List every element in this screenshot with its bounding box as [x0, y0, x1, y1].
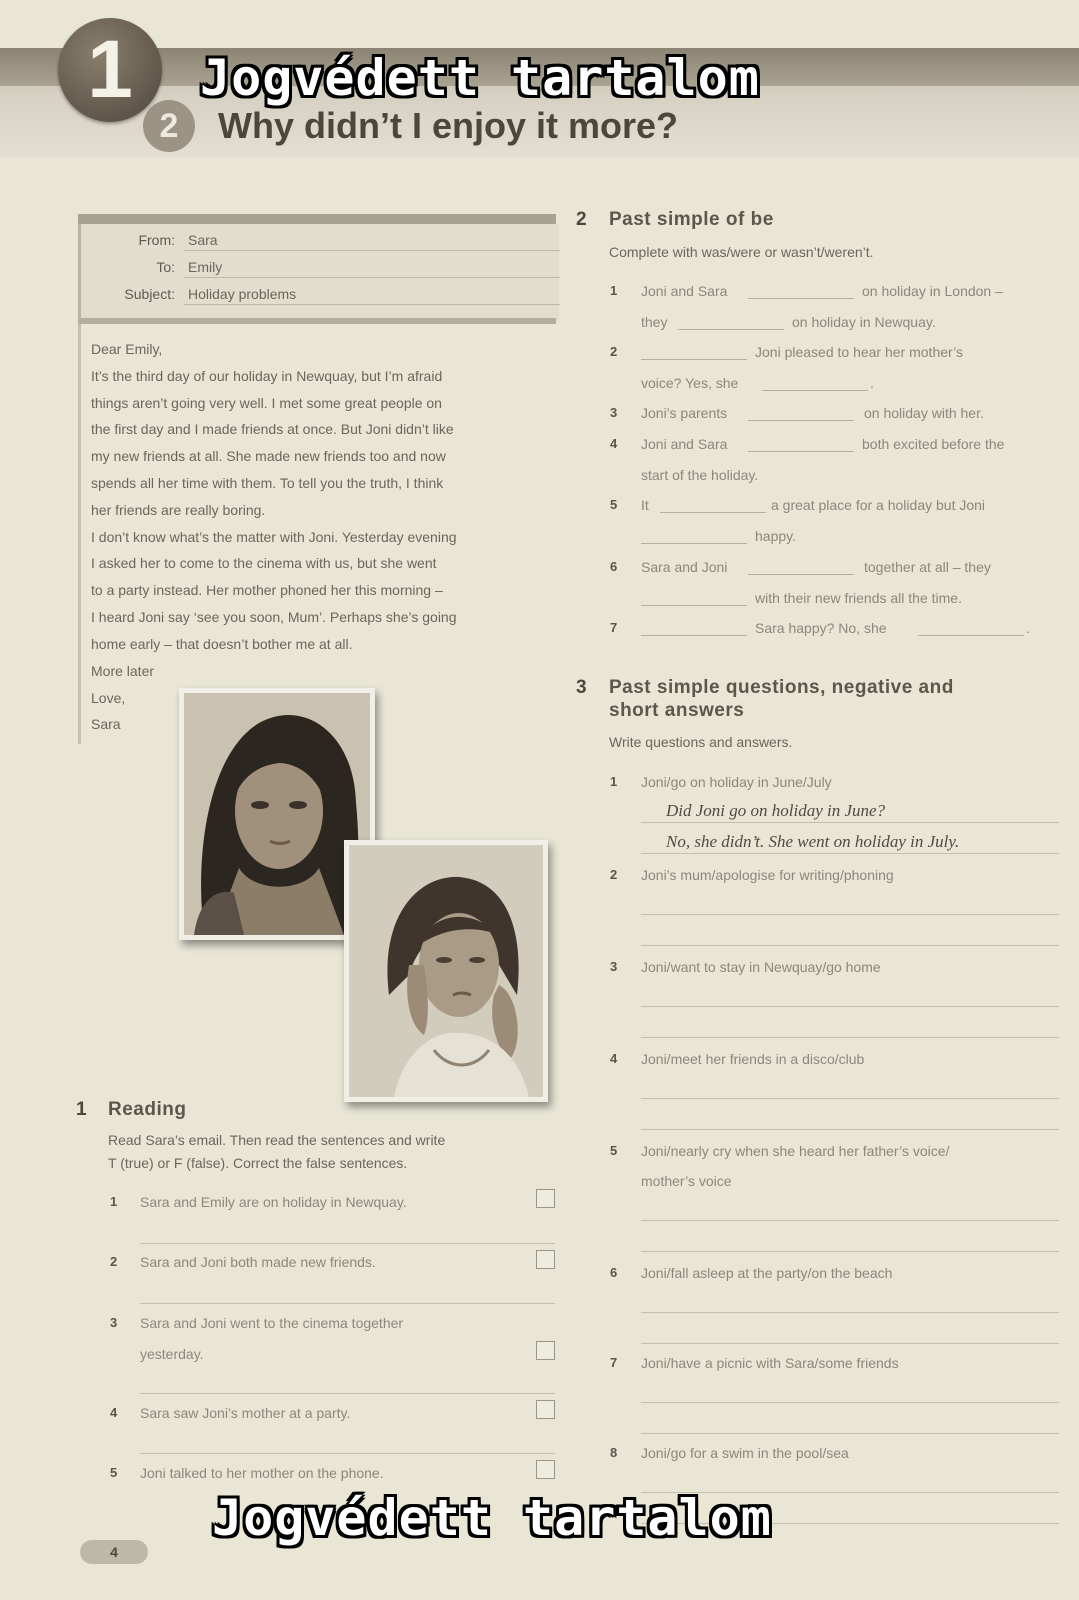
email-line: things aren’t going very well. I met some great people on [91, 395, 442, 411]
item-text: Joni and Sara [641, 283, 728, 299]
be-section-number: 2 [576, 209, 587, 230]
email-line: Love, [91, 690, 126, 706]
item-number: 2 [610, 344, 618, 359]
item-prompt: Joni/have a picnic with Sara/some friends [641, 1355, 899, 1371]
item-number: 4 [610, 436, 618, 451]
answer-line [641, 822, 1059, 823]
answer-line[interactable] [641, 945, 1059, 946]
answer-line[interactable] [641, 1220, 1059, 1221]
item-text: Sara saw Joni’s mother at a party. [140, 1405, 351, 1421]
email-line: home early – that doesn’t bother me at all. [91, 636, 353, 652]
item-text: they [641, 314, 668, 330]
item-text: Sara happy? No, she [755, 620, 887, 636]
answer-line[interactable] [641, 1037, 1059, 1038]
email-line: I heard Joni say ‘see you soon, Mum’. Perhaps she’s going [91, 609, 457, 625]
item-text: Sara and Joni went to the cinema together [140, 1315, 404, 1331]
item-text: on holiday in Newquay. [792, 314, 936, 330]
answer-line[interactable] [641, 1433, 1059, 1434]
questions-instruction: Write questions and answers. [609, 734, 793, 750]
reading-section-number: 1 [76, 1099, 87, 1120]
answer-gap[interactable] [748, 420, 854, 421]
answer-line[interactable] [140, 1243, 555, 1244]
questions-section-title: short answers [609, 700, 745, 721]
item-prompt: Joni/meet her friends in a disco/club [641, 1051, 865, 1067]
answer-gap[interactable] [748, 574, 854, 575]
email-line: the first day and I made friends at once. But Joni didn’t like [91, 421, 454, 437]
email-to-label: To: [156, 259, 175, 275]
item-text: on holiday in London – [862, 283, 1003, 299]
email-header [78, 224, 559, 322]
email-to-value: Emily [184, 259, 560, 278]
email-line: More later [91, 663, 155, 679]
item-number: 4 [610, 1051, 618, 1066]
email-line: I don’t know what’s the matter with Joni. Yesterday evening [91, 529, 457, 545]
item-number: 3 [610, 959, 618, 974]
answer-line[interactable] [641, 1098, 1059, 1099]
answer-line[interactable] [140, 1303, 555, 1304]
item-number: 4 [110, 1405, 118, 1420]
reading-instruction: Read Sara’s email. Then read the sentences and write [108, 1132, 446, 1148]
answer-gap[interactable] [762, 390, 868, 391]
item-number: 5 [610, 497, 618, 512]
item-text: Sara and Joni both made new friends. [140, 1254, 376, 1270]
unit-number: 1 [87, 24, 133, 115]
item-text: on holiday with her. [864, 405, 984, 421]
answer-gap[interactable] [641, 635, 747, 636]
item-text: voice? Yes, she [641, 375, 739, 391]
email-line: Sara [91, 716, 121, 732]
item-number: 7 [610, 1355, 618, 1370]
email-from-value: Sara [184, 232, 560, 251]
item-number: 7 [610, 620, 618, 635]
example-answer: No, she didn’t. She went on holiday in July. [666, 832, 960, 851]
answer-gap[interactable] [641, 359, 747, 360]
answer-line[interactable] [641, 1402, 1059, 1403]
item-number: 6 [610, 559, 618, 574]
answer-gap[interactable] [918, 635, 1024, 636]
page-number: 4 [110, 1544, 118, 1560]
watermark-bottom: Jogvédett tartalom [212, 1489, 772, 1547]
item-prompt: Joni/nearly cry when she heard her father’s voice/ [641, 1143, 950, 1159]
true-false-checkbox[interactable] [536, 1250, 555, 1269]
item-number: 3 [110, 1315, 118, 1330]
email-line: Dear Emily, [91, 341, 163, 357]
email-from-label: From: [138, 232, 175, 248]
email-subject-label: Subject: [124, 286, 175, 302]
answer-line [641, 853, 1059, 854]
item-text: Joni’s parents [641, 405, 728, 421]
item-number: 8 [610, 1445, 618, 1460]
item-text: together at all – they [864, 559, 991, 575]
email-body-border [78, 324, 81, 744]
true-false-checkbox[interactable] [536, 1400, 555, 1419]
reading-instruction: T (true) or F (false). Correct the false sentences. [108, 1155, 408, 1171]
answer-gap[interactable] [641, 605, 747, 606]
item-text: It [641, 497, 649, 513]
true-false-checkbox[interactable] [536, 1189, 555, 1208]
page-title: Why didn’t I enjoy it more? [218, 105, 679, 146]
item-prompt: Joni/go on holiday in June/July [641, 774, 832, 790]
item-number: 1 [610, 774, 618, 789]
answer-gap[interactable] [660, 512, 766, 513]
item-text: Sara and Emily are on holiday in Newquay. [140, 1194, 407, 1210]
answer-gap[interactable] [678, 329, 784, 330]
answer-line[interactable] [641, 1343, 1059, 1344]
item-text: yesterday. [140, 1346, 204, 1362]
item-number: 5 [610, 1143, 618, 1158]
item-prompt: Joni’s mum/apologise for writing/phoning [641, 867, 894, 883]
email-line: my new friends at all. She made new friends too and now [91, 448, 446, 464]
answer-line[interactable] [641, 1251, 1059, 1252]
item-number: 2 [110, 1254, 118, 1269]
be-instruction: Complete with was/were or wasn’t/weren’t. [609, 244, 874, 260]
item-text: . [870, 375, 874, 391]
item-prompt: Joni/fall asleep at the party/on the beach [641, 1265, 893, 1281]
email-divider [78, 318, 556, 324]
item-number: 6 [610, 1265, 618, 1280]
answer-line[interactable] [140, 1393, 555, 1394]
item-text: . [1026, 620, 1030, 636]
answer-line[interactable] [140, 1453, 555, 1454]
item-number: 5 [110, 1465, 118, 1480]
email-line: It’s the third day of our holiday in Newquay, but I’m afraid [91, 368, 443, 384]
portrait-illustration-2 [349, 845, 543, 1097]
item-text: with their new friends all the time. [755, 590, 962, 606]
item-number: 2 [610, 867, 618, 882]
true-false-checkbox[interactable] [536, 1460, 555, 1479]
answer-line[interactable] [641, 914, 1059, 915]
item-text: both excited before the [862, 436, 1005, 452]
true-false-checkbox[interactable] [536, 1341, 555, 1360]
lesson-number: 2 [159, 107, 179, 145]
item-text: Joni pleased to hear her mother’s [755, 344, 964, 360]
item-text: Joni and Sara [641, 436, 728, 452]
item-text: happy. [755, 528, 796, 544]
questions-section-title: Past simple questions, negative and [609, 677, 954, 698]
answer-gap[interactable] [641, 543, 747, 544]
item-number: 1 [610, 283, 618, 298]
item-prompt: mother’s voice [641, 1173, 732, 1189]
reading-section-title: Reading [108, 1099, 187, 1120]
item-text: a great place for a holiday but Joni [771, 497, 986, 513]
item-prompt: Joni/want to stay in Newquay/go home [641, 959, 881, 975]
answer-line[interactable] [641, 1129, 1059, 1130]
example-answer: Did Joni go on holiday in June? [666, 801, 886, 820]
photo-girl-on-phone [344, 840, 548, 1102]
item-number: 1 [110, 1194, 118, 1209]
item-number: 3 [610, 405, 618, 420]
portrait-illustration-1 [184, 693, 370, 935]
answer-gap[interactable] [748, 451, 854, 452]
email-line: spends all her time with them. To tell you the truth, I think [91, 475, 444, 491]
email-line: her friends are really boring. [91, 502, 266, 518]
email-top-bar [78, 214, 556, 224]
questions-section-number: 3 [576, 677, 587, 698]
item-text: Joni talked to her mother on the phone. [140, 1465, 384, 1481]
answer-line[interactable] [641, 1006, 1059, 1007]
email-line: to a party instead. Her mother phoned her this morning – [91, 582, 443, 598]
item-prompt: Joni/go for a swim in the pool/sea [641, 1445, 849, 1461]
item-text: start of the holiday. [641, 467, 759, 483]
be-section-title: Past simple of be [609, 209, 774, 230]
email-line: I asked her to come to the cinema with us, but she went [91, 555, 437, 571]
email-subject-value: Holiday problems [184, 286, 560, 305]
answer-line[interactable] [641, 1312, 1059, 1313]
answer-gap[interactable] [748, 298, 854, 299]
item-text: Sara and Joni [641, 559, 728, 575]
watermark-top: Jogvédett tartalom [200, 49, 760, 107]
